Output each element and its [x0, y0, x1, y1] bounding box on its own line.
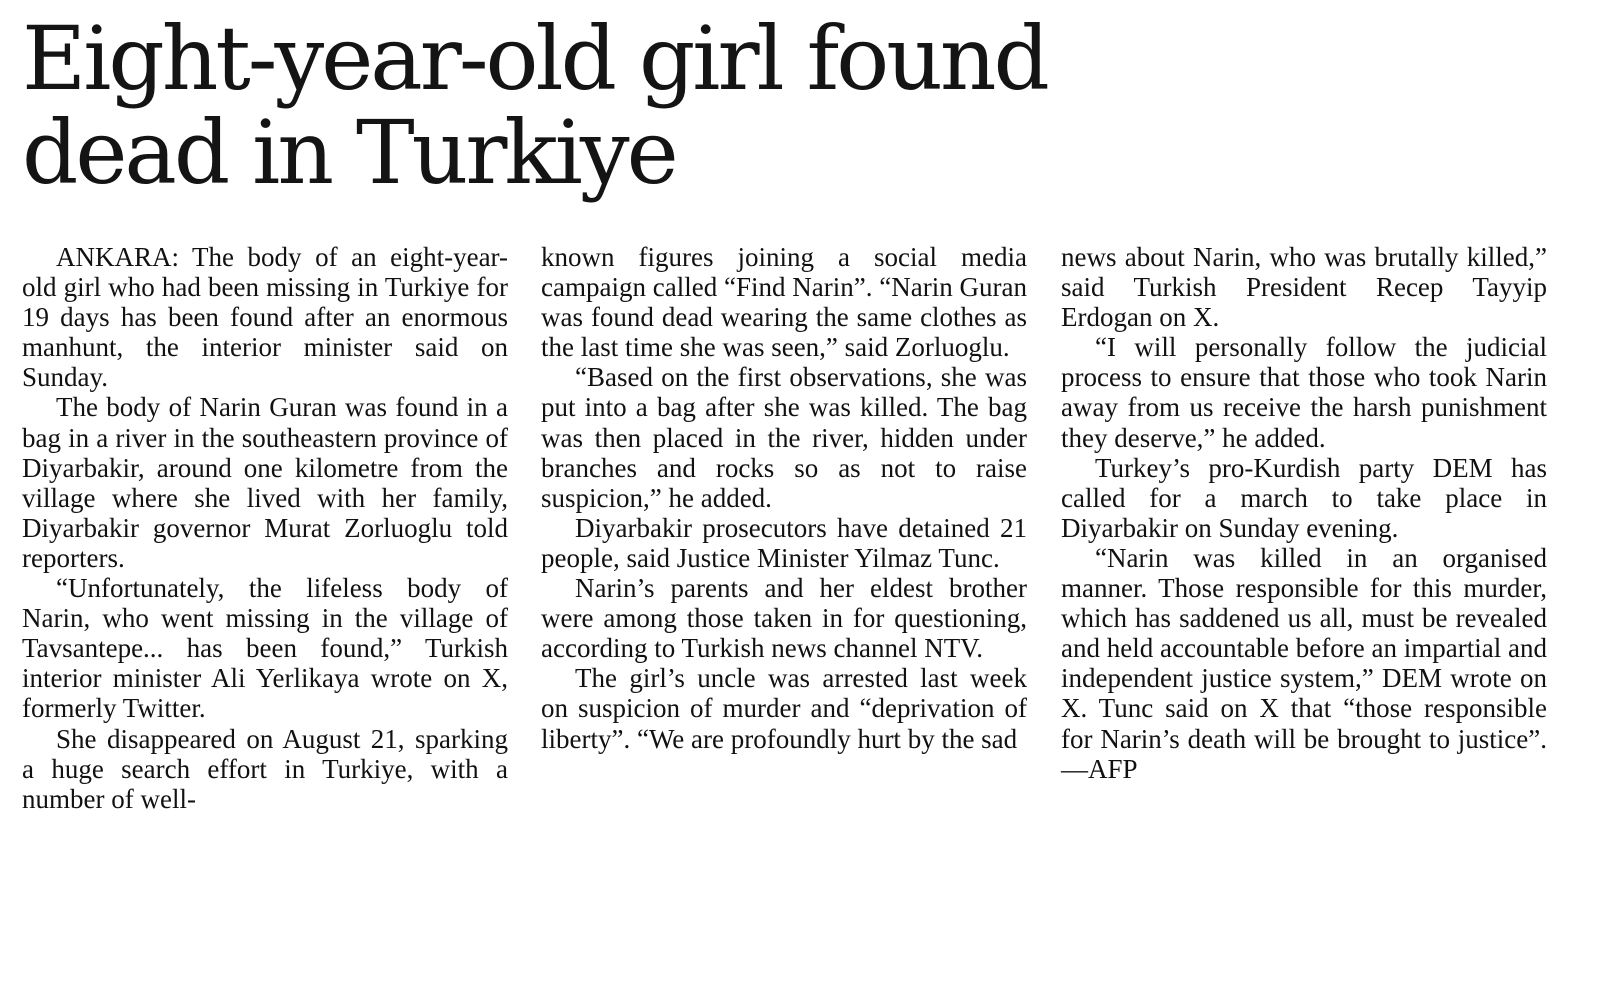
- article-paragraph: ANKARA: The body of an eight-year-old girl who had been missing in Turkiye for 19 days has been found after an enormous manhunt, the interior minister said on Sunday.: [22, 242, 508, 393]
- headline-line-1: Eight-year-old girl found: [22, 7, 1047, 110]
- article-paragraph: Narin’s parents and her eldest brother were among those taken in for questioning, according to Turkish news channel NTV.: [541, 573, 1027, 664]
- article-paragraph: “Unfortunately, the lifeless body of Narin, who went missing in the village of Tavsantepe... has been found,” Turkish interior minister Ali Yerlikaya wrote on X, formerly Twitter.: [22, 573, 508, 724]
- article-column-2: [541, 242, 1027, 754]
- article-paragraph: “Based on the first observations, she was put into a bag after she was killed. The bag was then placed in the river, hidden under branches and rocks so as not to raise suspicion,” he added.: [541, 362, 1027, 513]
- headline: [22, 7, 1582, 204]
- article-paragraph: She disappeared on August 21, sparking a huge search effort in Turkiye, with a number of well-: [22, 723, 508, 814]
- article-paragraph: Diyarbakir prosecutors have detained 21 people, said Justice Minister Yilmaz Tunc.: [541, 512, 1027, 573]
- article-paragraph-continued: known figures joining a social media campaign called “Find Narin”. “Narin Guran was found dead wearing the same clothes as the last time she was seen,” said Zorluoglu.: [541, 242, 1027, 363]
- article-column-3: [1061, 242, 1547, 784]
- article-paragraph: The girl’s uncle was arrested last week on suspicion of murder and “deprivation of liberty”. “We are profoundly hurt by the sad: [541, 663, 1027, 754]
- article-paragraph: “I will personally follow the judicial process to ensure that those who took Narin away from us receive the harsh punishment they deserve,” he added.: [1061, 332, 1547, 453]
- article-column-1: [22, 242, 508, 814]
- article-paragraph: “Narin was killed in an organised manner. Those responsible for this murder, which has saddened us all, must be revealed and held accountable before an impartial and independent justice system,” DEM wrote on X. Tunc said on X that “those responsible for Narin’s death will be brought to justice”.—AFP: [1061, 542, 1547, 784]
- headline-line-2: dead in Turkiye: [22, 101, 676, 204]
- article-paragraph: Turkey’s pro-Kurdish party DEM has called for a march to take place in Diyarbakir on Sunday evening.: [1061, 452, 1547, 543]
- article-paragraph-continued: news about Narin, who was brutally killed,” said Turkish President Recep Tayyip Erdogan on X.: [1061, 242, 1547, 333]
- article-paragraph: The body of Narin Guran was found in a bag in a river in the southeastern province of Diyarbakir, around one kilometre from the village where she lived with her family, Diyarbakir governor Murat Zorluoglu told reporters.: [22, 392, 508, 573]
